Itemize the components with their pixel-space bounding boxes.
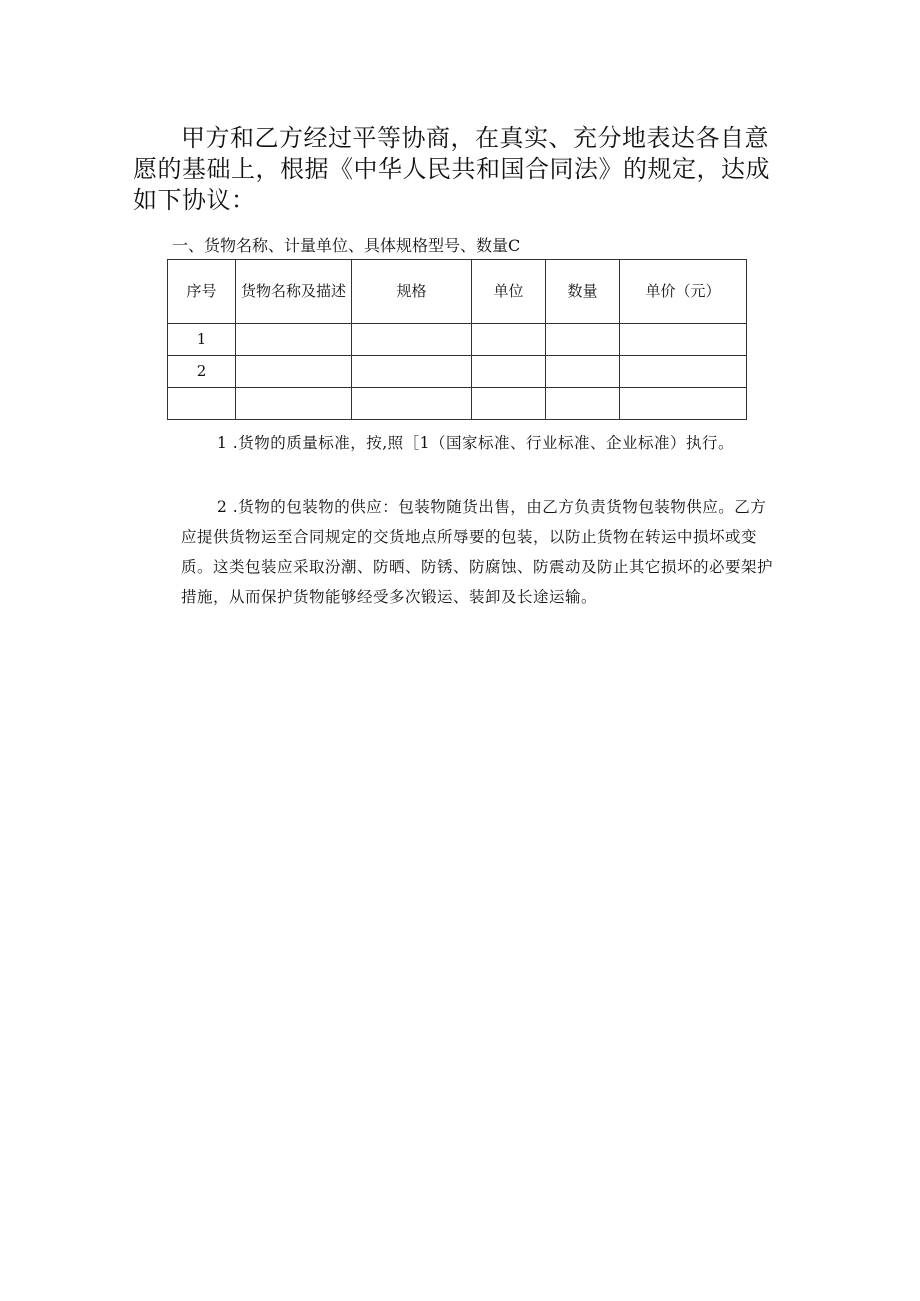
table-header-row <box>168 260 747 324</box>
table-cell <box>546 388 620 420</box>
header-cell-unit: 单位 <box>472 260 546 324</box>
table-cell <box>472 388 546 420</box>
table-cell: 2 <box>168 356 236 388</box>
table-cell <box>546 324 620 356</box>
header-cell-quantity: 数量 <box>546 260 620 324</box>
table-cell <box>546 356 620 388</box>
table-cell <box>236 388 352 420</box>
header-cell-index: 序号 <box>168 260 236 324</box>
section-heading: 一、货物名称、计量单位、具体规格型号、数量C <box>172 236 521 255</box>
table-cell <box>352 356 472 388</box>
goods-table <box>167 259 747 420</box>
table-cell <box>620 324 747 356</box>
table-cell <box>168 388 236 420</box>
header-cell-price: 单价（元） <box>620 260 747 324</box>
table-cell <box>236 356 352 388</box>
table-cell: 1 <box>168 324 236 356</box>
table-row <box>168 356 747 388</box>
table-row <box>168 388 747 420</box>
clause-quality-standard: 1 .货物的质量标准，按,照［1（国家标准、行业标准、企业标准）执行。 <box>217 434 735 452</box>
header-cell-spec: 规格 <box>352 260 472 324</box>
table-row <box>168 324 747 356</box>
table-cell <box>620 388 747 420</box>
table-cell <box>352 324 472 356</box>
table-cell <box>236 324 352 356</box>
table-cell <box>620 356 747 388</box>
clause-packaging: 2 .货物的包装物的供应：包装物随货出售，由乙方负责货物包装物供应。乙方应提供货物运至合同规定的交货地点所辱要的包装，以防止货物在转运中损坏或变质。这类包装应采取汾潮、防晒、防锈、防腐蚀、防震动及防止其它损坏的必要架护措施，从而保护货物能够经受多次锻运、装卸及长途运输。 <box>181 498 774 606</box>
intro-paragraph: 甲方和乙方经过平等协商，在真实、充分地表达各自意愿的基础上，根据《中华人民共和国合同法》的规定，达成如下协议： <box>133 124 770 214</box>
header-cell-name: 货物名称及描述 <box>236 260 352 324</box>
table-cell <box>472 324 546 356</box>
table-cell <box>472 356 546 388</box>
table-cell <box>352 388 472 420</box>
